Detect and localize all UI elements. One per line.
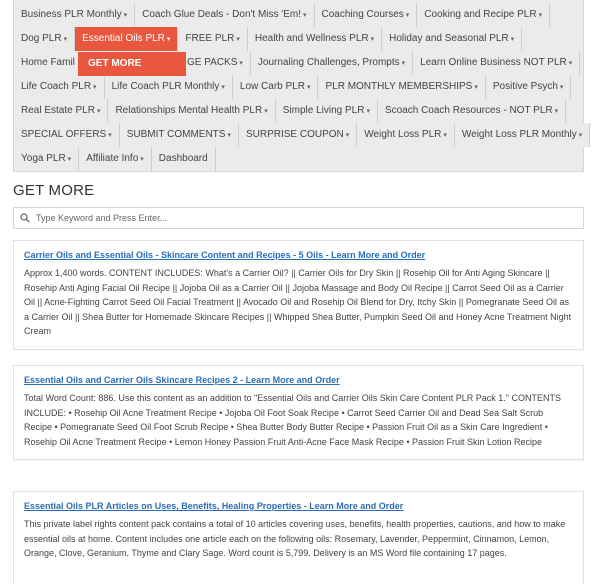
nav-item-label: SUBMIT COMMENTS bbox=[126, 129, 226, 140]
nav-item-label: Simple Living PLR bbox=[282, 105, 365, 116]
nav-item-journaling-challenges[interactable] bbox=[251, 51, 413, 75]
chevron-down-icon: ▾ bbox=[236, 36, 240, 43]
nav-item-label: Cooking and Recipe PLR bbox=[424, 9, 537, 20]
chevron-down-icon: ▾ bbox=[401, 60, 406, 67]
chevron-down-icon: ▾ bbox=[345, 132, 350, 139]
nav-item-business-plr-monthly[interactable] bbox=[14, 3, 135, 27]
chevron-down-icon: ▾ bbox=[366, 108, 370, 115]
chevron-down-icon: ▾ bbox=[578, 132, 583, 139]
nav-item-label: Dashboard bbox=[158, 153, 208, 164]
nav-item-life-coach-plr[interactable] bbox=[14, 75, 105, 99]
product-description: Total Word Count: 886. Use this content as an addition to "Essential Oils and Carrier Oils Skin Care Content PLR Pack 1." CONTENTS INCLUDE: • Rosehip Oil Acne Treatment Recipe • Jojoba Oil Foot Soak Recipe • Carrot Seed Carrier Oil and Dead Sea Salt Scrub Recipe • Pomegranate Seed Oil Foot Scrub Recipe • Shea Butter Body Butter Recipe • Passion Fruit Oil as a Skin Care Ingredient • Rosehip Oil Acne Treatment Recipe • Lemon Honey Passion Fruit Anti-Acne Face Mask Recipe • Passion Fruit Skin Lotion Recipe bbox=[24, 393, 561, 447]
chevron-down-icon: ▾ bbox=[140, 156, 144, 163]
dropdown-item-get-more[interactable]: GET MORE bbox=[78, 52, 186, 76]
nav-item-home-family[interactable] bbox=[14, 51, 79, 75]
nav-item-label: Real Estate PLR bbox=[21, 105, 95, 116]
nav-row-6 bbox=[14, 123, 583, 147]
nav-item-dog-plr[interactable] bbox=[14, 27, 75, 51]
nav-item-coach-glue-deals[interactable] bbox=[135, 3, 314, 27]
nav-item-weight-loss-plr[interactable] bbox=[357, 123, 455, 147]
nav-item-coaching-courses[interactable] bbox=[315, 3, 418, 27]
nav-item-label: Learn Online Business NOT PLR bbox=[420, 57, 567, 68]
chevron-down-icon: ▾ bbox=[67, 156, 72, 163]
nav-item-label: Essential Oils PLR bbox=[82, 33, 165, 44]
nav-item-plr-monthly-memberships[interactable] bbox=[318, 75, 485, 99]
chevron-down-icon: ▾ bbox=[405, 12, 410, 19]
nav-item-label: Scoach Coach Resources - NOT PLR bbox=[384, 105, 553, 116]
search-bar bbox=[13, 207, 584, 229]
nav-row-2 bbox=[14, 27, 583, 51]
nav-item-low-carb-plr[interactable] bbox=[233, 75, 319, 99]
nav-item-label: FREE PLR bbox=[185, 33, 235, 44]
search-icon bbox=[20, 213, 30, 223]
product-card bbox=[13, 365, 584, 460]
chevron-down-icon: ▾ bbox=[538, 12, 543, 19]
nav-item-surprise-coupon[interactable] bbox=[239, 123, 357, 147]
chevron-down-icon: ▾ bbox=[568, 60, 573, 67]
nav-item-label: SPECIAL OFFERS bbox=[21, 129, 107, 140]
chevron-down-icon: ▾ bbox=[370, 36, 375, 43]
product-card bbox=[13, 491, 584, 584]
nav-item-label: Low Carb PLR bbox=[239, 81, 305, 92]
nav-item-label: Relationships Mental Health PLR bbox=[115, 105, 263, 116]
chevron-down-icon: ▾ bbox=[264, 108, 268, 115]
nav-item-label: Life Coach PLR Monthly bbox=[111, 81, 220, 92]
nav-item-free-plr[interactable] bbox=[178, 27, 247, 51]
nav-row-4 bbox=[14, 75, 583, 99]
nav-item-label: Business PLR Monthly bbox=[21, 9, 122, 20]
chevron-down-icon: ▾ bbox=[510, 36, 515, 43]
nav-item-coach-resources[interactable] bbox=[378, 99, 566, 123]
product-link[interactable]: Carrier Oils and Essential Oils - Skincare Content and Recipes - 5 Oils - Learn More and Order bbox=[24, 250, 426, 260]
chevron-down-icon: ▾ bbox=[221, 84, 225, 91]
nav-item-label: Weight Loss PLR Monthly bbox=[461, 129, 577, 140]
chevron-down-icon: ▾ bbox=[123, 12, 128, 19]
nav-item-label: Life Coach PLR bbox=[21, 81, 92, 92]
chevron-down-icon: ▾ bbox=[559, 84, 564, 91]
nav-item-health-wellness-plr[interactable] bbox=[248, 27, 382, 51]
nav-item-label: Coaching Courses bbox=[321, 9, 404, 20]
nav-item-essential-oils-plr[interactable] bbox=[75, 27, 178, 51]
nav-item-yoga-plr[interactable] bbox=[14, 147, 79, 171]
nav-item-positive-psych[interactable] bbox=[486, 75, 572, 99]
nav-item-label: Home Famil bbox=[21, 57, 75, 68]
search-input[interactable] bbox=[36, 213, 536, 223]
nav-row-5 bbox=[14, 99, 583, 123]
chevron-down-icon: ▾ bbox=[227, 132, 231, 139]
nav-item-dashboard[interactable] bbox=[152, 147, 216, 171]
chevron-down-icon: ▾ bbox=[63, 36, 68, 43]
chevron-down-icon: ▾ bbox=[166, 36, 171, 43]
chevron-down-icon: ▾ bbox=[239, 60, 243, 67]
product-description: Approx 1,400 words. CONTENT INCLUDES: What's a Carrier Oil? || Carrier Oils for Dry Skin || Rosehip Oil for Anti Aging Skincare || Rosehip Anti Aging Facial Oil Recipe || Jojoba Oil as a Carrier Oil || Jojoba Massage and Body Oil Recipe || Carrot Seed Oil as a Carrier Oil || Acne-Fighting Carrot Seed Oil Facial Treatment || Avocado Oil and Rosehip Oil Blend for Dry, Itchy Skin || Pomegranate Seed Oil as a Carrier Oil || Shea Butter for Homemade Skincare Recipes || Whipped Shea Butter, Pumpkin Seed Oil and Honey Acne Treatment Night Cream bbox=[24, 268, 572, 337]
chevron-down-icon: ▾ bbox=[93, 84, 97, 91]
nav-row-1 bbox=[14, 3, 583, 27]
product-link[interactable]: Essential Oils and Carrier Oils Skincare Recipes 2 - Learn More and Order bbox=[24, 375, 340, 385]
chevron-down-icon: ▾ bbox=[108, 132, 112, 139]
product-description: This private label rights content pack contains a total of 10 articles covering uses, benefits, health properties, cautions, and how to make essential oils at home. Content includes one article each on the following oils: Rosemary, Lavender, Peppermint, Cinnamon, Lemon, Orange, Clove, Geranium, Thyme and Clary Sage. Word count is 5,799. Delivery is an MS Word file containing 17 pages. bbox=[24, 519, 566, 559]
chevron-down-icon: ▾ bbox=[443, 132, 447, 139]
product-link[interactable]: Essential Oils PLR Articles on Uses, Benefits, Healing Properties - Learn More and Order bbox=[24, 501, 404, 511]
nav-item-simple-living-plr[interactable] bbox=[276, 99, 378, 123]
nav-item-label: GE PACKS bbox=[187, 57, 238, 68]
nav-item-real-estate-plr[interactable] bbox=[14, 99, 108, 123]
nav-item-label: Dog PLR bbox=[21, 33, 62, 44]
nav-row-7 bbox=[14, 147, 583, 171]
page-title: GET MORE bbox=[13, 182, 95, 199]
nav-item-label: Health and Wellness PLR bbox=[254, 33, 369, 44]
nav-item-label: Positive Psych bbox=[492, 81, 558, 92]
nav-item-relationships-mental-health[interactable] bbox=[108, 99, 275, 123]
nav-item-label: Journaling Challenges, Prompts bbox=[257, 57, 400, 68]
nav-item-affiliate-info[interactable] bbox=[79, 147, 152, 171]
chevron-down-icon: ▾ bbox=[306, 84, 311, 91]
nav-item-submit-comments[interactable] bbox=[120, 123, 239, 147]
product-card bbox=[13, 240, 584, 350]
nav-item-holiday-seasonal-plr[interactable] bbox=[382, 27, 522, 51]
nav-item-special-offers[interactable] bbox=[14, 123, 120, 147]
nav-item-label: PLR MONTHLY MEMBERSHIPS bbox=[325, 81, 473, 92]
nav-item-weight-loss-plr-monthly[interactable] bbox=[455, 123, 590, 147]
chevron-down-icon: ▾ bbox=[96, 108, 101, 115]
nav-item-label: Coach Glue Deals - Don't Miss 'Em! bbox=[142, 9, 301, 20]
chevron-down-icon: ▾ bbox=[303, 12, 307, 19]
nav-item-label: Affiliate Info bbox=[86, 153, 139, 164]
chevron-down-icon: ▾ bbox=[554, 108, 559, 115]
nav-item-label: SURPRISE COUPON bbox=[245, 129, 344, 140]
chevron-down-icon: ▾ bbox=[474, 84, 478, 91]
nav-item-life-coach-plr-monthly[interactable] bbox=[105, 75, 233, 99]
nav-item-learn-online-business[interactable] bbox=[413, 51, 580, 75]
nav-item-label: Holiday and Seasonal PLR bbox=[389, 33, 509, 44]
nav-item-label: Yoga PLR bbox=[21, 153, 66, 164]
nav-item-label: Weight Loss PLR bbox=[364, 129, 442, 140]
nav-item-cooking-recipe-plr[interactable] bbox=[417, 3, 550, 27]
main-navigation bbox=[13, 0, 584, 172]
